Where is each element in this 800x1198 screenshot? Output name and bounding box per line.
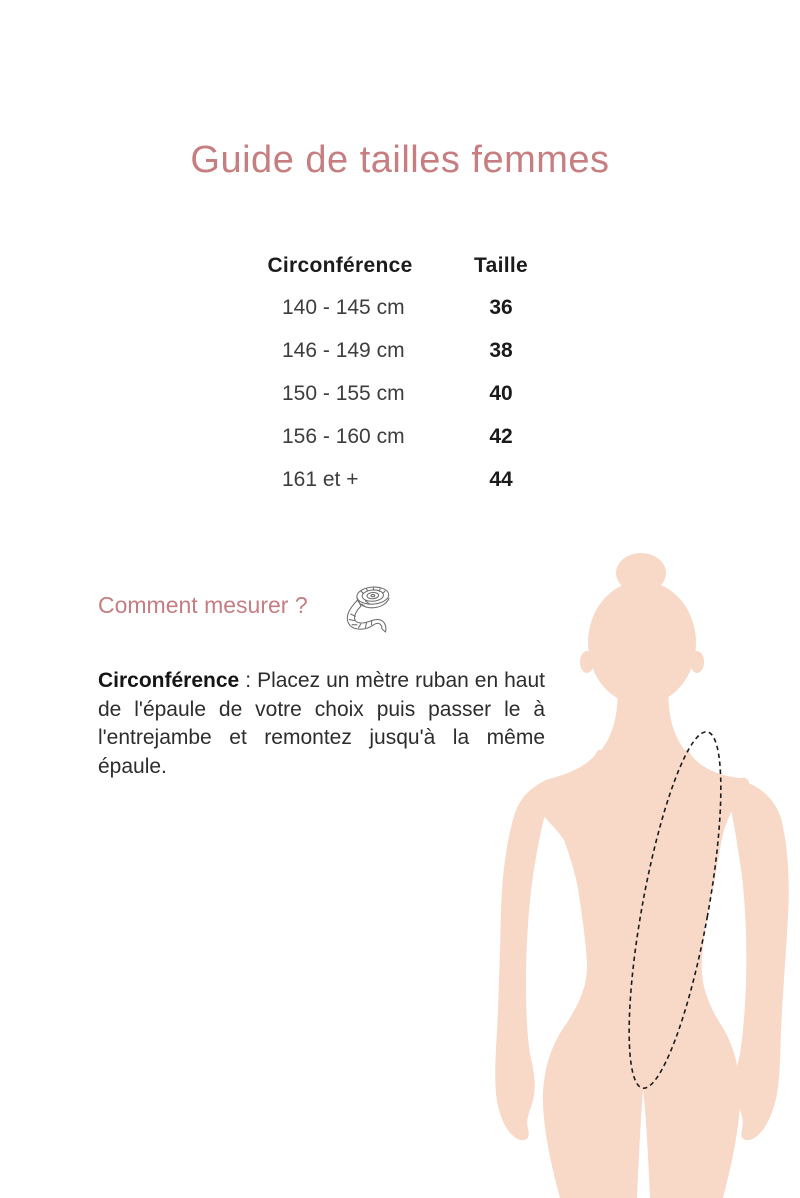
measuring-tape-icon [339, 582, 397, 638]
circumference-cell: 140 - 145 cm [282, 295, 405, 319]
size-cell: 40 [489, 381, 513, 405]
measure-instructions [98, 667, 545, 781]
measure-body-text: Placez un mètre ruban en haut de l'épaule de votre choix puis passer le à l'entrejambe et remontez jusqu'à la même épaule. [98, 669, 546, 778]
size-table [267, 246, 545, 501]
size-cell: 42 [489, 424, 513, 448]
column-header-circumference: Circonférence [267, 254, 413, 277]
circumference-cell: 146 - 149 cm [282, 338, 405, 362]
circumference-cell: 156 - 160 cm [282, 424, 405, 448]
silhouette-body [495, 553, 788, 1198]
how-to-measure-heading: Comment mesurer ? [98, 592, 308, 618]
female-silhouette-illustration [490, 540, 800, 1198]
column-header-size: Taille [474, 254, 528, 277]
circumference-cell: 150 - 155 cm [282, 381, 405, 405]
measure-term: Circonférence [98, 669, 240, 692]
page-title: Guide de tailles femmes [190, 139, 610, 182]
measure-separator: : [245, 669, 252, 692]
size-cell: 36 [489, 295, 513, 319]
circumference-cell: 161 et + [282, 467, 359, 491]
size-cell: 44 [489, 467, 513, 491]
size-cell: 38 [489, 338, 513, 362]
